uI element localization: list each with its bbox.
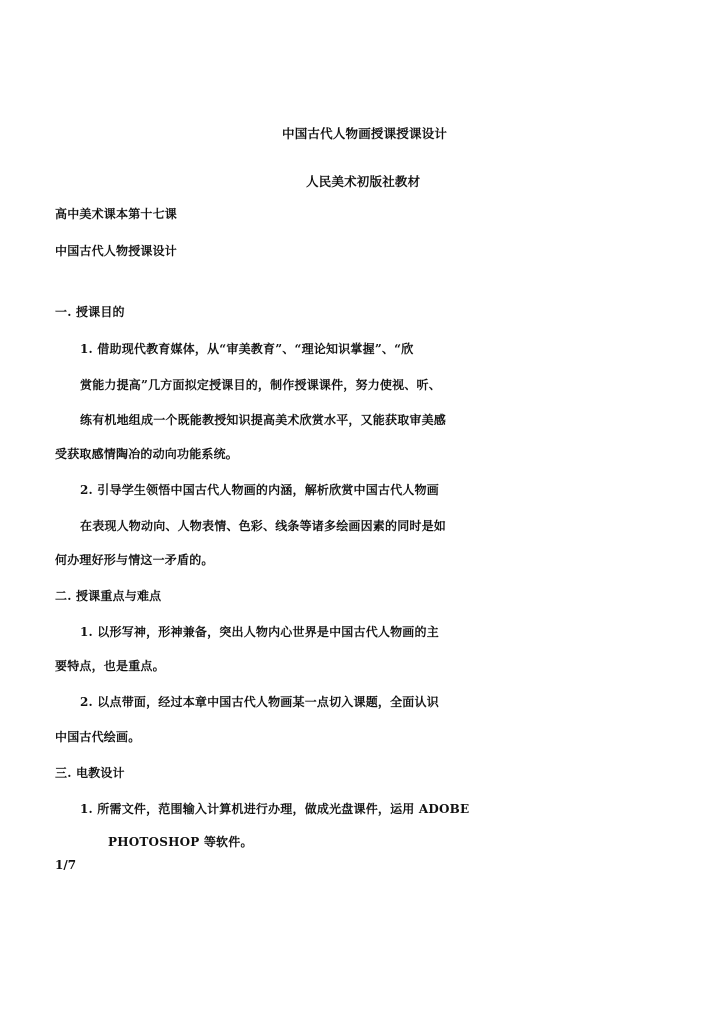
paragraph-line: 何办理好形与情这一矛盾的。 [55, 553, 214, 567]
page-number: 1/7 [55, 858, 77, 872]
paragraph-line: 2. 引导学生领悟中国古代人物画的内涵，解析欣赏中国古代人物画 [80, 483, 439, 497]
paragraph-line: 练有机地组成一个既能教授知识提高美术欣赏水平，又能获取审美感 [80, 413, 447, 427]
paragraph-line: 要特点，也是重点。 [55, 659, 165, 673]
paragraph-line: 在表现人物动向、人物表情、色彩、线条等诸多绘画因素的同时是如 [80, 519, 447, 533]
paragraph-line: PHOTOSHOP 等软件。 [108, 835, 253, 849]
section-1-heading: 一. 授课目的 [55, 305, 125, 319]
section-2-heading: 二. 授课重点与难点 [55, 589, 162, 603]
paragraph-line: 1. 以形写神，形神兼备，突出人物内心世界是中国古代人物画的主 [80, 625, 439, 639]
section-3-heading: 三. 电教设计 [55, 766, 125, 780]
paragraph-line: 1. 所需文件，范围输入计算机进行办理，做成光盘课件，运用 ADOBE [80, 802, 470, 816]
paragraph-line: 中国古代绘画。 [55, 730, 141, 744]
document-title: 中国古代人物画授课授课设计 [282, 126, 448, 141]
paragraph-line: 1. 借助现代教育媒体，从“审美教育”、“理论知识掌握”、“欣 [80, 342, 414, 356]
paragraph-line: 2. 以点带面，经过本章中国古代人物画某一点切入课题，全面认识 [80, 695, 439, 709]
paragraph-line: 受获取感情陶冶的动向功能系统。 [55, 447, 239, 461]
paragraph-line: 赏能力提高”几方面拟定授课目的，制作授课课件，努力使视、听、 [80, 378, 441, 392]
subtitle-line: 中国古代人物授课设计 [55, 244, 178, 258]
course-line: 高中美术课本第十七课 [55, 207, 178, 221]
publisher-line: 人民美术初版社教材 [306, 174, 421, 189]
